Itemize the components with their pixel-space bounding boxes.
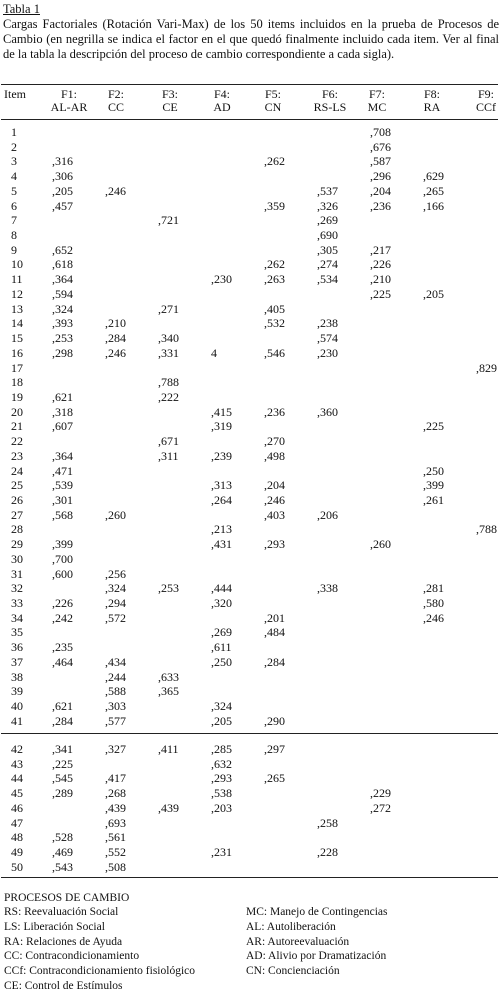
loading-cell: ,264 bbox=[211, 493, 232, 507]
loading-cell: ,293 bbox=[264, 537, 285, 552]
loading-cell: ,324 bbox=[52, 301, 73, 316]
column-header-sigla: AL-AR bbox=[50, 100, 88, 114]
loading-cell: ,284 bbox=[105, 331, 126, 346]
loading-cell: ,246 bbox=[105, 345, 126, 360]
loading-cell: ,417 bbox=[105, 771, 126, 786]
loading-cell: ,206 bbox=[317, 507, 338, 522]
item-number: 44 bbox=[11, 771, 23, 786]
loading-cell: ,431 bbox=[211, 537, 232, 552]
loading-cell: ,268 bbox=[105, 786, 126, 801]
loading-cell: ,236 bbox=[370, 198, 391, 213]
loading-cell: ,319 bbox=[211, 419, 232, 434]
item-number: 20 bbox=[11, 404, 23, 419]
item-number: 48 bbox=[11, 830, 23, 845]
loading-cell: ,600 bbox=[52, 566, 73, 581]
loading-cell: ,256 bbox=[105, 566, 126, 581]
item-number: 23 bbox=[11, 448, 23, 463]
bottom-rule bbox=[1, 877, 498, 878]
item-number: 50 bbox=[11, 859, 23, 874]
loading-cell: ,621 bbox=[52, 389, 73, 404]
loading-cell: ,318 bbox=[52, 404, 73, 419]
loading-cell: ,166 bbox=[423, 198, 444, 213]
loading-cell: ,324 bbox=[105, 581, 126, 596]
loading-cell: ,652 bbox=[52, 242, 73, 257]
loading-cell: ,284 bbox=[264, 654, 285, 669]
loading-cell: ,260 bbox=[105, 507, 126, 522]
loading-cell: ,274 bbox=[317, 257, 338, 272]
item-number: 11 bbox=[11, 272, 23, 287]
loading-cell: ,290 bbox=[264, 713, 285, 728]
item-number: 10 bbox=[11, 257, 23, 272]
loading-cell: ,225 bbox=[370, 286, 391, 301]
item-number: 2 bbox=[11, 139, 17, 154]
loading-cell: ,313 bbox=[211, 478, 232, 493]
column-header-sigla: AD bbox=[213, 100, 231, 114]
loading-cell: ,693 bbox=[105, 815, 126, 830]
loading-cell: ,543 bbox=[52, 859, 73, 874]
loading-cell: ,293 bbox=[211, 771, 232, 786]
item-number: 39 bbox=[11, 684, 23, 699]
loading-cell: ,700 bbox=[52, 551, 73, 566]
loading-cell: ,238 bbox=[317, 316, 338, 331]
legend-item: AL: Autoliberación bbox=[246, 920, 336, 933]
item-number: 6 bbox=[11, 198, 17, 213]
loading-cell: ,246 bbox=[264, 493, 285, 507]
item-number: 40 bbox=[11, 699, 23, 714]
item-number: 41 bbox=[11, 713, 23, 728]
item-number: 36 bbox=[11, 640, 23, 655]
loading-cell: ,262 bbox=[264, 154, 285, 169]
legend-item: CE: Control de Estímulos bbox=[4, 980, 123, 992]
loading-cell: ,568 bbox=[52, 507, 73, 522]
item-number: 45 bbox=[11, 786, 23, 801]
item-number: 47 bbox=[11, 815, 23, 830]
loading-cell: ,572 bbox=[105, 610, 126, 625]
loading-cell: ,788 bbox=[476, 522, 497, 537]
loading-cell: ,532 bbox=[264, 316, 285, 331]
loading-cell: ,580 bbox=[423, 596, 444, 611]
loading-cell: ,260 bbox=[370, 537, 391, 552]
item-number: 25 bbox=[11, 478, 23, 493]
legend-item: CC: Contracondicionamiento bbox=[4, 950, 140, 963]
loading-cell: ,217 bbox=[370, 242, 391, 257]
loading-cell: ,561 bbox=[105, 830, 126, 845]
loading-cell: ,303 bbox=[105, 699, 126, 714]
loading-cell: ,611 bbox=[211, 640, 232, 655]
table-caption: Cargas Factoriales (Rotación Vari-Max) de los 50 items incluidos en la prueba de Procesos de Cambio (en negrilla se indica el factor en el que quedó finalmente incluido cada item. Ver al final de la tabla la descripción del proceso de cambio correspondiente a cada sigla). bbox=[3, 17, 499, 61]
item-number: 13 bbox=[11, 301, 23, 316]
column-header-label: F8: bbox=[423, 87, 440, 101]
legend-item: MC: Manejo de Contingencias bbox=[246, 906, 388, 918]
section-rule bbox=[1, 733, 498, 734]
item-number: 19 bbox=[11, 389, 23, 404]
item-number: 32 bbox=[11, 581, 23, 596]
legend-item: LS: Liberación Social bbox=[4, 920, 105, 933]
item-number: 12 bbox=[11, 286, 23, 301]
loading-cell: ,633 bbox=[158, 669, 179, 684]
loading-cell: ,298 bbox=[52, 345, 73, 360]
column-header-label: F7: bbox=[368, 87, 385, 101]
loading-cell: ,415 bbox=[211, 404, 232, 419]
item-number: 31 bbox=[11, 566, 23, 581]
item-number: 35 bbox=[11, 625, 23, 640]
loading-cell: ,244 bbox=[105, 669, 126, 684]
loading-cell: ,340 bbox=[158, 331, 179, 346]
loading-cell: ,230 bbox=[211, 272, 232, 287]
table-title: Tabla 1 bbox=[3, 2, 40, 16]
item-number: 4 bbox=[11, 169, 17, 184]
loading-cell: ,262 bbox=[264, 257, 285, 272]
loading-cell: ,261 bbox=[423, 493, 444, 507]
loading-cell: ,364 bbox=[52, 448, 73, 463]
top-rule bbox=[1, 84, 498, 85]
loading-cell: ,210 bbox=[370, 272, 391, 287]
loading-cell: ,331 bbox=[158, 345, 179, 360]
loading-cell: ,311 bbox=[158, 448, 179, 463]
loading-cell: ,305 bbox=[317, 242, 338, 257]
loading-cell: ,201 bbox=[264, 610, 285, 625]
column-header-sigla: CCf bbox=[475, 100, 496, 114]
column-header-sigla: MC bbox=[367, 100, 387, 114]
loading-cell: ,324 bbox=[211, 699, 232, 714]
loading-cell: ,297 bbox=[264, 742, 285, 756]
loading-cell: ,269 bbox=[317, 213, 338, 228]
loading-cell: ,213 bbox=[211, 522, 232, 537]
loading-cell: ,338 bbox=[317, 581, 338, 596]
item-number: 29 bbox=[11, 537, 23, 552]
legend-item: CCf: Contracondicionamiento fisiológico bbox=[4, 965, 195, 978]
item-number: 22 bbox=[11, 434, 23, 449]
loading-cell: ,405 bbox=[264, 301, 285, 316]
loading-cell: ,253 bbox=[158, 581, 179, 596]
column-header-sigla: RS-LS bbox=[313, 100, 347, 114]
loading-cell: ,632 bbox=[211, 756, 232, 771]
loading-cell: ,708 bbox=[370, 125, 391, 139]
item-number: 5 bbox=[11, 183, 17, 198]
loading-cell: ,222 bbox=[158, 389, 179, 404]
loading-cell: ,577 bbox=[105, 713, 126, 728]
loading-cell: ,552 bbox=[105, 845, 126, 860]
item-number: 9 bbox=[11, 242, 17, 257]
loading-cell: ,272 bbox=[370, 800, 391, 815]
item-number: 7 bbox=[11, 213, 17, 228]
loading-cell: ,690 bbox=[317, 228, 338, 243]
loading-cell: ,528 bbox=[52, 830, 73, 845]
loading-cell: ,226 bbox=[370, 257, 391, 272]
loading-cell: ,788 bbox=[158, 375, 179, 390]
column-header-label: F5: bbox=[264, 87, 281, 101]
loading-cell: ,236 bbox=[264, 404, 285, 419]
column-header-sigla: CN bbox=[264, 100, 282, 114]
item-number: 43 bbox=[11, 756, 23, 771]
loading-cell: ,403 bbox=[264, 507, 285, 522]
item-number: 27 bbox=[11, 507, 23, 522]
loading-cell: ,471 bbox=[52, 463, 73, 478]
loading-cell: ,829 bbox=[476, 360, 497, 375]
loading-cell: ,210 bbox=[105, 316, 126, 331]
column-header-label: F2: bbox=[107, 87, 124, 101]
loading-cell: ,225 bbox=[52, 756, 73, 771]
item-number: 37 bbox=[11, 654, 23, 669]
loading-cell: ,484 bbox=[264, 625, 285, 640]
loading-cell: ,411 bbox=[158, 742, 179, 756]
item-number: 38 bbox=[11, 669, 23, 684]
loading-cell: ,235 bbox=[52, 640, 73, 655]
loading-cell: ,270 bbox=[264, 434, 285, 449]
item-number: 34 bbox=[11, 610, 23, 625]
loading-cell: ,269 bbox=[211, 625, 232, 640]
loading-cell: ,289 bbox=[52, 786, 73, 801]
loading-cell: ,574 bbox=[317, 331, 338, 346]
loading-cell: ,281 bbox=[423, 581, 444, 596]
item-number: 1 bbox=[11, 125, 17, 139]
item-number: 33 bbox=[11, 596, 23, 611]
item-number: 46 bbox=[11, 800, 23, 815]
loading-cell: ,618 bbox=[52, 257, 73, 272]
loading-cell: ,203 bbox=[211, 800, 232, 815]
column-header-sigla: RA bbox=[423, 100, 441, 114]
loading-cell: ,341 bbox=[52, 742, 73, 756]
loading-cell: ,246 bbox=[105, 183, 126, 198]
item-number: 18 bbox=[11, 375, 23, 390]
loading-cell: ,498 bbox=[264, 448, 285, 463]
loading-cell: ,546 bbox=[264, 345, 285, 360]
item-number: 49 bbox=[11, 845, 23, 860]
loading-cell: ,225 bbox=[423, 419, 444, 434]
loading-cell: ,285 bbox=[211, 742, 232, 756]
item-number: 16 bbox=[11, 345, 23, 360]
loading-cell: ,265 bbox=[423, 183, 444, 198]
loading-cell: ,393 bbox=[52, 316, 73, 331]
loading-cell: ,594 bbox=[52, 286, 73, 301]
loading-cell: ,263 bbox=[264, 272, 285, 287]
loading-cell: ,271 bbox=[158, 301, 179, 316]
legend-item: RS: Reevaluación Social bbox=[4, 906, 119, 918]
loading-cell: ,439 bbox=[105, 800, 126, 815]
loading-cell: ,250 bbox=[211, 654, 232, 669]
column-header-sigla: CE bbox=[162, 100, 178, 114]
loading-cell: ,204 bbox=[370, 183, 391, 198]
loading-cell: ,671 bbox=[158, 434, 179, 449]
loading-cell: ,230 bbox=[317, 345, 338, 360]
loading-cell: ,508 bbox=[105, 859, 126, 874]
loading-cell: ,204 bbox=[264, 478, 285, 493]
header-rule bbox=[1, 119, 498, 120]
loading-cell: ,239 bbox=[211, 448, 232, 463]
item-number: 14 bbox=[11, 316, 23, 331]
loading-cell: ,205 bbox=[211, 713, 232, 728]
item-number: 28 bbox=[11, 522, 23, 537]
column-header-label: F3: bbox=[161, 87, 178, 101]
item-number: 24 bbox=[11, 463, 23, 478]
loading-cell: ,326 bbox=[317, 198, 338, 213]
loading-cell: ,294 bbox=[105, 596, 126, 611]
loading-cell: ,301 bbox=[52, 493, 73, 507]
item-number: 26 bbox=[11, 493, 23, 507]
loading-cell: ,434 bbox=[105, 654, 126, 669]
loading-cell: ,469 bbox=[52, 845, 73, 860]
item-number: 42 bbox=[11, 742, 23, 756]
loading-cell: ,534 bbox=[317, 272, 338, 287]
loading-cell: ,439 bbox=[158, 800, 179, 815]
column-header-label: F4: bbox=[213, 87, 230, 101]
loading-cell: ,364 bbox=[52, 272, 73, 287]
loading-cell: ,399 bbox=[423, 478, 444, 493]
loading-cell: ,360 bbox=[317, 404, 338, 419]
item-number: 17 bbox=[11, 360, 23, 375]
loading-cell: ,327 bbox=[105, 742, 126, 756]
column-header-label: F9: bbox=[477, 87, 494, 101]
loading-cell: ,316 bbox=[52, 154, 73, 169]
loading-cell: ,457 bbox=[52, 198, 73, 213]
column-header-label: Item bbox=[4, 87, 26, 101]
loading-cell: ,320 bbox=[211, 596, 232, 611]
item-number: 3 bbox=[11, 154, 17, 169]
loading-cell: ,537 bbox=[317, 183, 338, 198]
item-number: 15 bbox=[11, 331, 23, 346]
column-header-sigla: CC bbox=[107, 100, 124, 114]
loading-cell: ,539 bbox=[52, 478, 73, 493]
loading-cell: ,250 bbox=[423, 463, 444, 478]
column-header-label: F6: bbox=[321, 87, 338, 101]
loading-cell: ,306 bbox=[52, 169, 73, 184]
loading-cell: 4 bbox=[211, 345, 217, 360]
loading-cell: ,246 bbox=[423, 610, 444, 625]
loading-cell: ,365 bbox=[158, 684, 179, 699]
loading-cell: ,226 bbox=[52, 596, 73, 611]
loading-cell: ,265 bbox=[264, 771, 285, 786]
loading-cell: ,721 bbox=[158, 213, 179, 228]
loading-cell: ,242 bbox=[52, 610, 73, 625]
column-header-label: F1: bbox=[60, 87, 77, 101]
item-number: 30 bbox=[11, 551, 23, 566]
loading-cell: ,229 bbox=[370, 786, 391, 801]
loading-cell: ,676 bbox=[370, 139, 391, 154]
legend-item: AR: Autoreevaluación bbox=[246, 935, 350, 948]
loading-cell: ,444 bbox=[211, 581, 232, 596]
legend-item: AD: Alivio por Dramatización bbox=[246, 950, 387, 963]
loading-cell: ,545 bbox=[52, 771, 73, 786]
loading-cell: ,253 bbox=[52, 331, 73, 346]
loading-cell: ,231 bbox=[211, 845, 232, 860]
loading-cell: ,296 bbox=[370, 169, 391, 184]
loading-cell: ,284 bbox=[52, 713, 73, 728]
loading-cell: ,205 bbox=[423, 286, 444, 301]
loading-cell: ,588 bbox=[105, 684, 126, 699]
item-number: 21 bbox=[11, 419, 23, 434]
loading-cell: ,258 bbox=[317, 815, 338, 830]
loading-cell: ,205 bbox=[52, 183, 73, 198]
loading-cell: ,399 bbox=[52, 537, 73, 552]
loading-cell: ,359 bbox=[264, 198, 285, 213]
legend-item: CN: Concienciación bbox=[246, 965, 340, 978]
loading-cell: ,587 bbox=[370, 154, 391, 169]
loading-cell: ,464 bbox=[52, 654, 73, 669]
item-number: 8 bbox=[11, 228, 17, 243]
loading-cell: ,607 bbox=[52, 419, 73, 434]
legend-item: RA: Relaciones de Ayuda bbox=[4, 935, 123, 948]
loading-cell: ,629 bbox=[423, 169, 444, 184]
loading-cell: ,538 bbox=[211, 786, 232, 801]
loading-cell: ,621 bbox=[52, 699, 73, 714]
legend-heading: PROCESOS DE CAMBIO bbox=[4, 892, 130, 904]
loading-cell: ,228 bbox=[317, 845, 338, 860]
